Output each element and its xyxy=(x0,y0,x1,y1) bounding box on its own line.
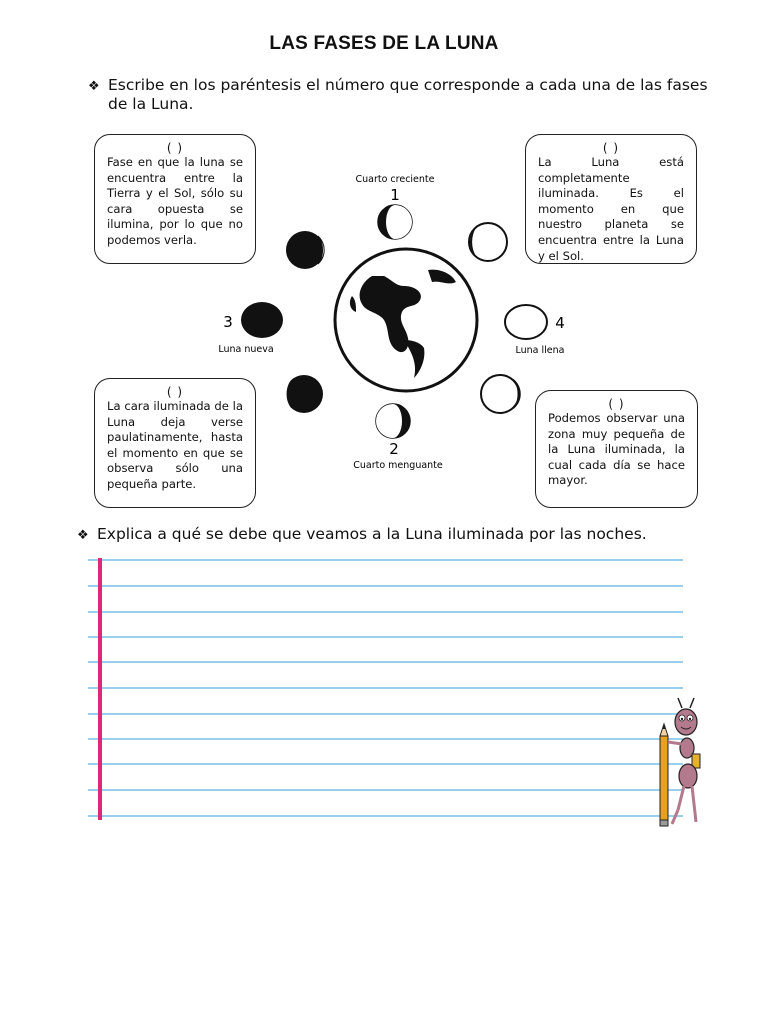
ant-with-pencil-icon xyxy=(650,696,710,836)
moon-crescent-light-icon xyxy=(481,375,521,413)
moon-crescent-dark-icon xyxy=(284,375,323,413)
bullet-icon: ❖ xyxy=(77,528,89,543)
answer-parenthesis[interactable]: ( ) xyxy=(608,397,625,411)
number-3: 3 xyxy=(223,313,233,331)
moon-gibbous-dark-icon xyxy=(286,231,324,269)
answer-parenthesis[interactable]: ( ) xyxy=(166,385,184,399)
number-4: 4 xyxy=(555,314,565,332)
instruction-2-text: Explica a qué se debe que veamos a la Luna iluminada por las noches. xyxy=(97,525,647,543)
moon-luna-nueva-icon xyxy=(241,302,283,338)
phase-description: La Luna está completamente iluminada. Es el momento en que nuestro planeta se encuentra entre la Luna y el Sol. xyxy=(538,155,684,263)
phase-description: La cara iluminada de la Luna deja verse paulatinamente, hasta el momento en que se observa sólo una pequeña parte. xyxy=(107,399,243,491)
answer-parenthesis[interactable]: ( ) xyxy=(166,141,184,155)
phase-description: Fase en que la luna se encuentra entre la Tierra y el Sol, sólo su cara opuesta se ilumina, por lo que no podemos verla. xyxy=(107,155,243,247)
label-luna-nueva: Luna nueva xyxy=(218,344,274,355)
instruction-2 xyxy=(77,525,697,544)
number-1: 1 xyxy=(390,186,400,204)
moon-luna-llena-icon xyxy=(505,305,547,339)
number-2: 2 xyxy=(389,440,399,458)
phase-description: Podemos observar una zona muy pequeña de la Luna iluminada, la cual cada día se hace mayor. xyxy=(548,411,685,488)
ruled-lines xyxy=(88,560,683,816)
label-luna-llena: Luna llena xyxy=(515,345,565,356)
answer-writing-area[interactable] xyxy=(88,558,683,820)
moon-cuarto-menguante-icon xyxy=(376,404,410,438)
moon-gibbous-light-icon xyxy=(469,223,507,261)
bullet-icon: ❖ xyxy=(88,79,100,94)
answer-parenthesis[interactable]: ( ) xyxy=(602,141,620,155)
moon-cuarto-creciente-icon xyxy=(378,205,412,239)
instruction-1-text: Escribe en los paréntesis el número que corresponde a cada una de las fases de la Luna. xyxy=(108,76,708,113)
label-cuarto-creciente: Cuarto creciente xyxy=(355,174,435,185)
page-title: LAS FASES DE LA LUNA xyxy=(269,33,499,54)
earth-globe xyxy=(335,249,477,391)
label-cuarto-menguante: Cuarto menguante xyxy=(353,460,443,471)
